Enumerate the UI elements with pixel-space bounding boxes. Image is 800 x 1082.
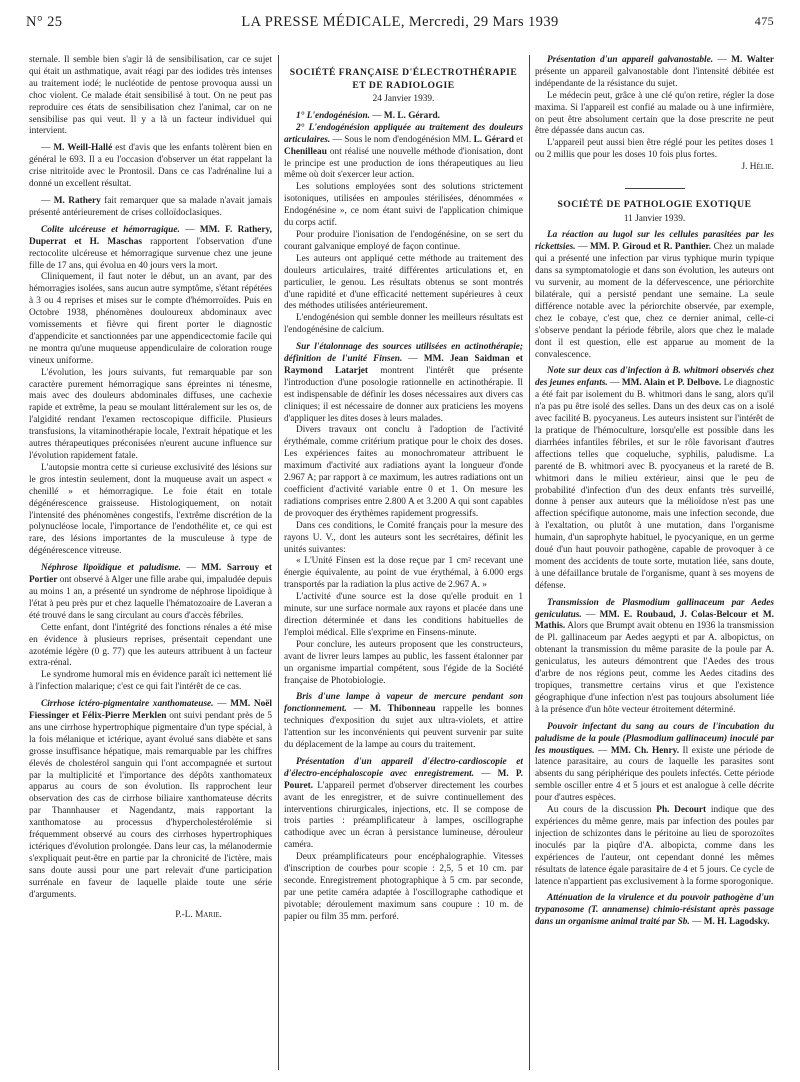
abstract-title: Colite ulcéreuse et hémorragique. (41, 224, 180, 235)
article-columns (29, 55, 774, 1070)
paragraph: Les solutions employées sont des solutions strictement isotoniques, utilisées en ampoules stérilisées, dénommées « Endogénésine », ce nom étant suivi de l'application chimique du corps actif. (284, 182, 523, 229)
paragraph: L'appareil peut aussi bien être réglé pour les petites doses 1 ou 2 millis que pour les doses 10 fois plus fortes. (535, 138, 774, 161)
abstract-cardioscopie: Présentation d'un appareil d'électro-cardioscopie et d'électro-encéphaloscopie avec enregistrement. — M. P. Pouret. L'appareil permet d'observer directement les courbes avant de les enregistrer, et de suivre continuellement des interventions chirurgicales, injections, etc. Il se compose de trois parties : préamplificateur à lampes, oscillographe cathodique avec un écran à persistance lumineuse, dérouleur caméra. (284, 756, 523, 851)
paragraph: L'activité d'une source est la dose qu'elle produit en 1 minute, sur une surface normale aux rayons et placée dans une direction déterminée et dans les conditions habituelles de l'emploi médical. Elle s'exprime en Finsens-minute. (284, 592, 523, 638)
column-divider (278, 55, 279, 1070)
paragraph: L'autopsie montra cette si curieuse exclusivité des lésions sur le gros intestin seulement, dont la muqueuse avait un aspect « chenillé » et hémorragique. Le foie était en totale dégénérescence graisseuse. Histologiquement, on notait l'intensité des phénomènes congestifs, l'extrême discrétion de la polynucléose locale, l'importance de l'endothélite et, ce qui est rare, des lésions importantes de la musculeuse à type de dégénérescence vitreuse. (29, 462, 272, 557)
paragraph: Les auteurs ont appliqué cette méthode au traitement des douleurs articulaires, traité différentes articulations et, en particulier, le genou. Les résultats obtenus se sont montrés d'une rapidité et d'une efficacité nettement supérieures à ceux des méthodes utilisées antérieurement. (284, 253, 523, 312)
abstract-authors: MM. E. Roubaud, J. Colas-Belcour et M. Mathis. (535, 609, 774, 632)
paragraph: Dans ces conditions, le Comité français pour la mesure des rayons U. V., dont les auteurs sont les secrétaires, définit les unités suivantes: (284, 520, 523, 555)
abstract-trypanosome: Atténuation de la virulence et du pouvoir pathogène d'un trypanosome (T. annamense) chimio-résistant après passage dans un organisme animal traité par Sb. — M. H. Lagodsky. (535, 893, 774, 928)
paragraph: Au cours de la discussion Ph. Decourt indique que des expériences du même genre, mais par infection des poules par injection de schizontes dans le péritoine au lieu de sporozoïtes inoculés par la piqûre d'A. albopicta, comme dans les expériences de l'auteur, ont cependant donné les mêmes résultats de latence égale parasitaire de 4 et 5 jours. Ce cycle de latence n'appartient pas exclusivement à la forme sporogonique. (535, 805, 774, 887)
paragraph: L'évolution, les jours suivants, fut remarquable par son caractère purement hémorragique sans épreintes ni ténesme, mais avec des douleurs abdominales diffuses, une cachexie rapide et extrême, la peau se moulant littéralement sur les os, de l'algidité rendant l'examen rectoscopique difficile. Plusieurs transfusions, la vitaminothérapie locale, l'extrait hépatique et les autres thérapeutiques préconisées n'eurent aucune influence sur l'évolution rapidement fatale. (29, 367, 272, 461)
society-heading: SOCIÉTÉ FRANÇAISE D'ÉLECTROTHÉRAPIE ET DE RADIOLOGIE (289, 67, 518, 91)
abstract-cirrhose: Cirrhose ictéro-pigmentaire xanthomateuse. — MM. Noël Fiessinger et Félix-Pierre Merklen ont suivi pendant près de 5 ans une cirrhose hypertrophique pigmentaire d'un type spécial, à la fois mélanique et ictérique, ayant évolué sans diabète et sans grosse insuffisance hépatique, mais remarquable par les chiffres élevés de cholestérol sanguin qui l'ont accompagnée et surtout par la multiplicité et l'importance des dépôts xanthomateux apparus au cours de son évolution. Ils rapprochent leur observation des cas de cirrhose biliaire xanthomateuse décrits par Thannhauser et Nagendantz, mais rapportant la xanthomatose au processus d'hypercholestérolémie si fréquemment observé au cours des cirrhoses hypertrophiques ictériques d'évolution prolongée. Dans leur cas, la mélanodermie s'expliquait peut-être en partie par la chronicité de l'ictère, mais sans doute aussi pour une part relevait d'une participation surrénale en faveur de laquelle plaide toute une série d'arguments. (29, 699, 272, 900)
abstract-title: Néphrose lipoïdique et paludisme. (41, 563, 181, 574)
abstract-title: Bris d'une lampe à vapeur de mercure pendant son fonctionnement. (284, 692, 523, 715)
abstract-finsen: Sur l'étalonnage des sources utilisées en actinothérapie; définition de l'unité Finsen. — MM. Jean Saidman et Raymond Latarjet montrent l'intérêt que présente l'introduction d'une posologie rationnelle en actinothérapie. Il est indispensable de définir les doses nécessaires aux divers cas cliniques; il est nécessaire de donner aux praticiens les moyens d'appliquer les dites doses à leurs malades. (284, 342, 523, 424)
page-number: 475 (754, 14, 774, 28)
abstract-lampe: Bris d'une lampe à vapeur de mercure pendant son fonctionnement. — M. Thibonneau rappelle les bonnes techniques d'exposition du sujet aux ultra-violets, et attire l'attention sur les inconvénients qui peuvent survenir par suite du déplacement de la lampe au cours du traitement. (284, 692, 523, 751)
abstract-title: Cirrhose ictéro-pigmentaire xanthomateuse. (41, 699, 214, 710)
abstract-whitmori: Note sur deux cas d'infection à B. whitmori observés chez des jeunes enfants. — MM. Alain et P. Delbove. Le diagnostic a été fait par isolement du B. whitmori dans le sang, alors qu'il n'a pas pu être isolé des selles. Dans un des deux cas on a isolé avec facilité B. pyocyaneus. Les auteurs insistent sur l'intérêt de la pratique de l'hémoculture, lorsqu'elle est possible dans les diarrhées infantiles fébriles, et sur le rôle favorisant d'autres affections telles que coqueluche, syphilis, paludisme. La parenté de B. whitmori avec B. pyocyaneus et la rareté de B. whitmori dans le milieu extérieur, ainsi que le peu de probabilité d'infection d'un des deux enfants très surveillé, donne à penser aux auteurs que la mélioïdose n'est pas une affection spécifique autonome, mais une infection seconde, due à l'exaltation, ou plutôt à une mutation, dans l'organisme humain, d'un saprophyte habituel, le pyocyanique, en un germe doué d'un haut pouvoir pathogène, capable de provoquer à ce moment des accidents de toute sorte, mutation liée, sans doute, à une défaillance brutale de l'organisme, quant à ses moyens de défense. (535, 366, 774, 591)
paragraph: Divers travaux ont conclu à l'adoption de l'activité érythémale, comme critérium pratique pour le choix des doses. Les expériences faites au monochromateur attribuent le maximum d'activité aux radiations ayant la longueur d'onde 2.967 A; par rapport à ce maximum, les autres radiations ont un coefficient d'activité variable entre 0 et 1. On mesure les radiations comprises entre 2.800 A et 3.200 A qui sont capables de provoquer des érythèmes rapidement progressifs. (284, 425, 523, 519)
paragraph: « L'Unité Finsen est la dose reçue par 1 cm² recevant une énergie équivalente, au point de vue érythémal, à 6.000 ergs transportés par la radiation la plus active de 2.967 A. » (284, 556, 523, 591)
paragraph: Cette enfant, dont l'intégrité des fonctions rénales a été mise en évidence à plusieurs reprises, présentait cependant une azotémie légère (0 g. 77) que les auteurs attribuent à un facteur extra-rénal. (29, 622, 272, 669)
paragraph: Le syndrome humoral mis en évidence paraît ici nettement lié à l'infection malarique; c'est ce qui fait l'intérêt de ce cas. (29, 670, 272, 693)
issue-number: N° 25 (26, 14, 63, 30)
column-divider (529, 55, 530, 1070)
page-header (26, 4, 774, 32)
session-date: 11 Janvier 1939. (623, 213, 686, 224)
paragraph: Pour produire l'ionisation de l'endogénésine, on se sert du courant galvanique employé de façon continue. (284, 229, 523, 252)
society-heading: SOCIÉTÉ DE PATHOLOGIE EXOTIQUE (557, 199, 752, 211)
abstract-authors: MM. Ch. Henry. (610, 745, 680, 756)
section-separator (625, 188, 685, 189)
abstract-authors: MM. Sarrouy et Portier (29, 563, 272, 586)
paragraph: — M. Rathery fait remarquer que sa malade n'avait jamais présenté antérieurement de crises colloïdoclasiques. (29, 195, 272, 218)
column-left (29, 55, 272, 1070)
signature: J. Hélie. (741, 162, 774, 173)
abstract-title: Présentation d'un appareil d'électro-cardioscopie et d'électro-encéphaloscopie avec enregistrement. (284, 756, 523, 779)
abstract-colite: Colite ulcéreuse et hémorragique. — MM. F. Rathery, Duperrat et H. Maschas rapportent l'observation d'une rectocolite ulcéreuse et hémorragique survenue chez une jeune fille de 17 ans, qui évolua en 40 jours vers la mort. (29, 224, 272, 271)
column-right (535, 55, 774, 1070)
abstract-title: Note sur deux cas d'infection à B. whitmori observés chez des jeunes enfants. (535, 366, 774, 389)
abstract-lugol: La réaction au lugol sur les cellules parasitées par les rickettsies. — MM. P. Giroud et R. Panthier. Chez un malade qui a présenté une infection par virus typhique murin typique dans sa symptomatologie et dans son évolution, les auteurs ont vu survenir, au moment de la défervescence, une périorchite bilatérale, qui a persisté pendant une semaine. La seule différence notable avec la périorchite observée, par exemple, chez le cobaye, c'est que, chez ce dernier animal, celle-ci s'observe pendant la période fébrile, alors que chez le malade dont il est question, elle est apparue au moment de la convalescence. (535, 230, 774, 360)
abstract-galvanostable: Présentation d'un appareil galvanostable. — M. Walter présente un appareil galvanostable dont l'intensité débitée est indépendante de la résistance du sujet. (535, 55, 774, 89)
abstract-plasmodium: Transmission de Plasmodium gallinaceum par Aedes geniculatus. — MM. E. Roubaud, J. Colas-Belcour et M. Mathis. Alors que Brumpt avait obtenu en 1936 la transmission de Pl. gallinaceum par Aedes aegypti et par A. albopictus, on obtenant la transmission du même parasite de la poule par A. geniculatus, les auteurs démontrent que l'Aedes des trous d'arbre de nos régions peut, comme les Aedes citadins des tropiques, transmettre certains virus et que l'existence géographique d'une infection n'est pas toujours absolument liée à la présence d'un hôte vecteur étroitement déterminé. (535, 597, 774, 715)
column-middle (284, 55, 523, 1070)
paragraph: Deux préamplificateurs pour encéphalographie. Vitesses d'inscription de courbes pour scopie : 2,5, 5 et 10 cm. par seconde. Enregistrement photographique à 5 cm. par seconde, par une petite caméra adaptée à l'oscillographe cathodique et pivotable; déroulement maximum sans coupure : 10 m. de papier ou film 35 mm. perforé. (284, 852, 523, 922)
paragraph: Le médecin peut, grâce à une clé qu'on retire, régler la dose maxima. Si l'appareil est confié au malade ou à une infirmière, on peut être absolument certain que la dose prescrite ne peut être dépassée dans aucun cas. (535, 90, 774, 137)
abstract-nephrose: Néphrose lipoïdique et paludisme. — MM. Sarrouy et Portier ont observé à Alger une fille arabe qui, impaludée depuis au moins 1 an, a présenté un syndrome de néphrose lipoïdique à l'état à peu près pur et chez laquelle l'hématozoaire de Laveran a été trouvé dans le sang circulant au cours d'accès fébriles. (29, 563, 272, 621)
abstract-title: 2° L'endogénésion appliquée au traitement des douleurs articulaires. (284, 122, 523, 145)
abstract-authors: MM. F. Rathery, Duperrat et H. Maschas (29, 224, 272, 247)
paragraph: L'endogénésion qui semble donner les meilleurs résultats est l'endogénésine de calcium. (284, 313, 523, 336)
abstract-authors: M. Walter (731, 55, 774, 65)
abstract-incubation: Pouvoir infectant du sang au cours de l'incubation du paludisme de la poule (Plasmodium gallinaceum) inoculé par les moustiques. — MM. Ch. Henry. Il existe une période de latence parasitaire, au cours de laquelle les parasites sont absents du sang périphérique des poulets infectés. Cette période semble osciller entre 4 et 5 jours et est analogue à celle décrite pour d'autres espèces. (535, 721, 774, 804)
abstract-authors: M. H. Lagodsky. (703, 917, 770, 928)
abstract-title: Atténuation de la virulence et du pouvoir pathogène d'un trypanosome (T. annamense) chimio-résistant après passage dans un organisme animal traité par Sb. (535, 893, 774, 928)
paragraph: Cliniquement, il faut noter le début, un an avant, par des hémorragies isolées, sans aucun autre symptôme, s'étant répétées à 3 ou 4 reprises et mises sur le compte d'hémorroïdes. Puis en Octobre 1938, phénomènes douloureux abdominaux avec vomissements et fièvre qui firent porter le diagnostic d'appendicite et sanctionnées par une appendicectomie facile qui ne montra qu'une muqueuse appendiculaire de coloration rouge vineux uniforme. (29, 272, 272, 366)
abstract-authors: MM. Alain et P. Delbove. (621, 378, 722, 389)
abstract-title: La réaction au lugol sur les cellules parasitées par les rickettsies. (535, 230, 774, 253)
abstract-authors: MM. P. Giroud et R. Panthier. (590, 242, 712, 253)
paragraph: sternale. Il semble bien s'agir là de sensibilisation, car ce sujet qui était un asthmatique, avait réagi par des iodides très intenses au traitement iodé; le nucléotide de pentose provoqua aussi un choc violent. Ce malade était sensibilisé à tout. On ne peut pas reproduire ces états de sensibilisation chez l'animal, car on ne sensibilise pas qui veut. Il y a là un facteur individuel qui intervient. (29, 55, 272, 137)
abstract-authors: M. Thibonneau (369, 704, 436, 715)
paragraph: — M. Weill-Hallé est d'avis que les enfants tolèrent bien en général le 693. Il a eu l'occasion d'observer un état rappelant la crise nitritoïde avec le Prontosil. Dans ce cas l'adrénaline lui a donné un excellent résultat. (29, 143, 272, 190)
abstract-title: Sur l'étalonnage des sources utilisées en actinothérapie; définition de l'unité Finsen. (284, 342, 523, 365)
abstract-title: Pouvoir infectant du sang au cours de l'incubation du paludisme de la poule (Plasmodium gallinaceum) inoculé par les moustiques. (535, 721, 774, 756)
abstract-title: 1° L'endogénésion. (296, 110, 370, 121)
journal-title: LA PRESSE MÉDICALE, Mercredi, 29 Mars 1939 (241, 14, 559, 30)
paragraph: Pour conclure, les auteurs proposent que les constructeurs, avant de livrer leurs lampes au public, les fassent étalonner par un organisme impartial compétent, sous l'égide de la Société française de Photobiologie. (284, 639, 523, 686)
abstract-title: Transmission de Plasmodium gallinaceum par Aedes geniculatus. (535, 597, 774, 620)
signature: P.-L. Marie. (175, 909, 222, 920)
abstract-authors: M. L. Gérard. (383, 110, 440, 121)
abstract-authors: MM. Jean Saidman et Raymond Latarjet (284, 354, 523, 376)
abstract-endogenesion: 1° L'endogénésion. — M. L. Gérard. (296, 110, 440, 121)
abstract-title-line: 2° L'endogénésion appliquée au traitement des douleurs articulaires. — Sous le nom d'endogénésion MM. L. Gérard et Chenilleau ont réalisé une nouvelle méthode d'ionisation, dont le principe est une production de ions thérapeutiques au lieu même où doit s'exercer leur action. (284, 122, 523, 181)
abstract-authors: M. P. Pouret. (284, 768, 523, 791)
abstract-authors: MM. Noël Fiessinger et Félix-Pierre Merklen (29, 699, 272, 722)
session-date: 24 Janvier 1939. (372, 94, 435, 104)
abstract-title: Présentation d'un appareil galvanostable. (547, 55, 714, 65)
